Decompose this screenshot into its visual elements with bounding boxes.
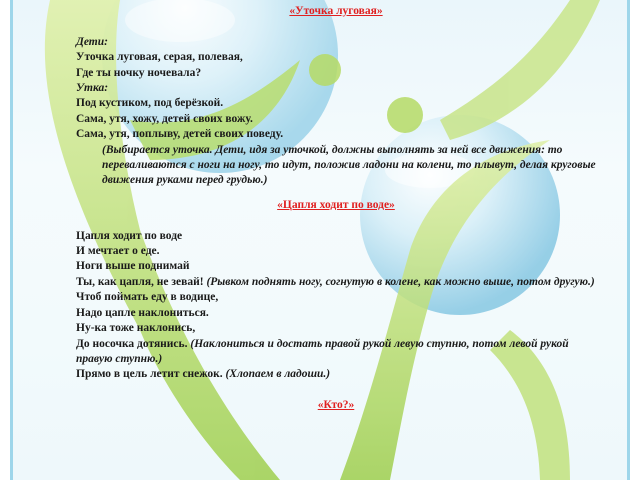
verse-line: И мечтает о еде.: [76, 245, 160, 258]
section-title-duck: «Уточка луговая»: [289, 5, 383, 17]
verse-line: Чтоб поймать еду в водице,: [76, 291, 219, 304]
verse-text: Ты, как цапля, не зевай!: [76, 275, 204, 288]
instruction-note-duck: (Выбирается уточка. Дети, идя за уточкой, должны выполнять за ней все движения: то переваливаются с ноги на ногу, то идут, положив ладони на колени, то плывут, делая круговые движения руками перед грудью.): [102, 143, 596, 187]
document-text: [76, 4, 596, 414]
verse-text: Прямо в цель летит снежок.: [76, 368, 223, 381]
section-title-heron: «Цапля ходит по воде»: [277, 198, 395, 211]
speaker-children: Дети:: [76, 35, 108, 48]
verse-line: Под кустиком, под берёзкой.: [76, 97, 224, 110]
verse-line: Сама, утя, хожу, детей своих вожу.: [76, 112, 253, 125]
document-page: [10, 0, 630, 480]
verse-line: Цапля ходит по воде: [76, 229, 183, 242]
verse-line-with-note: [76, 275, 596, 290]
verse-line: Надо цапле наклониться.: [76, 306, 209, 319]
verse-line: Уточка луговая, серая, полевая,: [76, 51, 243, 64]
verse-line: Сама, утя, поплыву, детей своих поведу.: [76, 128, 284, 141]
instruction-note: (Наклониться и достать правой рукой левую ступню, потом левой рукой правую ступню.): [76, 337, 569, 365]
speaker-duck: Утка:: [76, 82, 109, 95]
instruction-note: (Рывком поднять ногу, согнутую в колене, как можно выше, потом другую.): [206, 275, 595, 288]
verse-text: До носочка дотянись.: [76, 337, 188, 350]
verse-line: Ну-ка тоже наклонись,: [76, 322, 196, 335]
instruction-note: (Хлопаем в ладоши.): [225, 368, 331, 381]
verse-line: Ноги выше поднимай: [76, 260, 190, 273]
section-title-who: «Кто?»: [317, 399, 355, 412]
verse-line-with-note: [76, 367, 596, 382]
verse-line: Где ты ночку ночевала?: [76, 66, 202, 79]
verse-line-with-note: [76, 337, 596, 368]
